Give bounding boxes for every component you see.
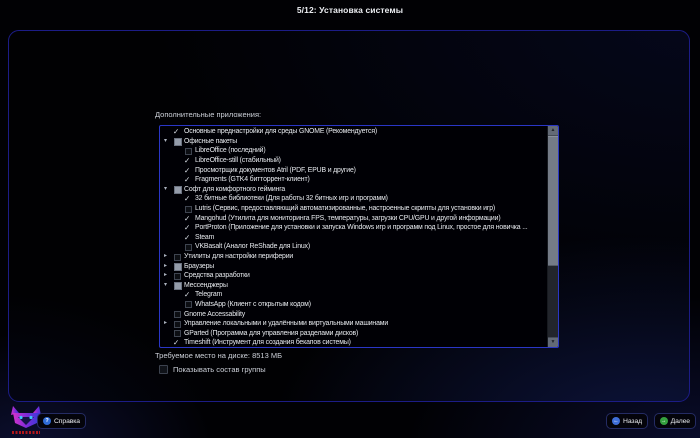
expander-expanded-icon[interactable]: ▾ (164, 137, 168, 144)
item-checkbox-checked[interactable]: ✓ (184, 175, 191, 185)
tree-item-label: LibreOffice (последний) (195, 147, 266, 155)
required-disk-space-label: Требуемое место на диске: 8513 МБ (155, 351, 283, 360)
tree-item[interactable] (160, 319, 547, 329)
item-checkbox-partial[interactable] (173, 262, 184, 271)
tree-item-label: Управление локальными и удалёнными виртуальными машинами (184, 320, 389, 328)
expander-expanded-icon[interactable]: ▾ (164, 281, 168, 288)
expander-expanded-icon[interactable]: ▾ (164, 185, 168, 192)
additional-apps-label: Дополнительные приложения: (155, 110, 262, 119)
item-checkbox-partial[interactable] (173, 137, 184, 146)
tree-item-label: PortProton (Приложение для установки и запуска Windows игр и программ под Linux, простое для новичка ... (195, 224, 528, 232)
next-button[interactable] (654, 413, 696, 429)
scroll-up-icon[interactable]: ▲ (548, 126, 558, 136)
item-checkbox-unchecked[interactable] (184, 146, 195, 155)
tree-item[interactable] (160, 328, 547, 338)
tree-item[interactable] (160, 271, 547, 281)
item-checkbox-checked[interactable]: ✓ (184, 156, 191, 166)
help-button[interactable] (37, 413, 86, 429)
tree-item-label: Мессенджеры (184, 281, 228, 289)
item-checkbox-checked[interactable]: ✓ (184, 213, 191, 223)
item-checkbox-checked[interactable]: ✓ (184, 165, 191, 175)
item-checkbox-unchecked[interactable] (173, 271, 184, 280)
tree-item-label: Основные преднастройки для среды GNOME (Рекомендуется) (184, 128, 378, 136)
tree-item-label: VKBasalt (Аналог ReShade для Linux) (195, 243, 310, 251)
item-checkbox-partial[interactable] (173, 281, 184, 290)
expander-collapsed-icon[interactable]: ▸ (164, 262, 168, 269)
tree-item[interactable] (160, 309, 547, 319)
item-checkbox-checked[interactable]: ✓ (184, 223, 191, 233)
tree-item[interactable] (160, 175, 547, 185)
tree-item[interactable] (160, 165, 547, 175)
logo-wordmark (12, 431, 40, 434)
installer-content-panel (8, 30, 690, 402)
expander-collapsed-icon[interactable]: ▸ (164, 272, 168, 279)
footer-bar (0, 402, 700, 438)
tree-item[interactable] (160, 261, 547, 271)
tree-item[interactable] (160, 290, 547, 300)
tree-item-label: Mangohud (Утилита для мониторинга FPS, температуры, загрузки CPU/GPU и другой информации) (195, 214, 501, 222)
back-button[interactable] (606, 413, 648, 429)
item-checkbox-unchecked[interactable] (173, 319, 184, 328)
scroll-down-icon[interactable]: ▼ (548, 337, 558, 347)
arrow-right-icon: → (660, 418, 667, 424)
item-checkbox-checked[interactable]: ✓ (184, 290, 191, 300)
page-title: 5/12: Установка системы (296, 5, 404, 15)
expander-collapsed-icon[interactable]: ▸ (164, 253, 168, 260)
tree-item-label: LibreOffice-still (стабильный) (195, 157, 281, 165)
item-checkbox-checked[interactable]: ✓ (184, 194, 191, 204)
arrow-left-icon: ← (613, 418, 619, 424)
scrollbar-thumb[interactable] (548, 136, 558, 266)
tree-item-label: Telegram (195, 291, 223, 299)
tree-item[interactable] (160, 185, 547, 195)
tree-item-label: Браузеры (184, 262, 215, 270)
item-checkbox-unchecked[interactable] (173, 329, 184, 338)
back-button-label: Назад (623, 417, 642, 425)
tree-item-label: Средства разработки (184, 272, 250, 280)
tree-item-label: Fragments (GTK4 битторрент-клиент) (195, 176, 310, 184)
tree-item-label: Офисные пакеты (184, 137, 238, 145)
show-group-checkbox[interactable] (159, 365, 168, 374)
tree-scrollbar[interactable] (547, 126, 558, 347)
tree-item-label: Просмотрщик документов Atril (PDF, EPUB и другие) (195, 166, 356, 174)
tree-item-label: Lutris (Сервис, предоставляющий автоматизированные, настроенные скрипты для установки игр) (195, 205, 496, 213)
item-checkbox-checked[interactable]: ✓ (173, 127, 180, 137)
tree-item[interactable] (160, 213, 547, 223)
tree-item[interactable] (160, 156, 547, 166)
tree-item-label: 32 битные библиотеки (Для работы 32 битных игр и программ) (195, 195, 388, 203)
tree-item-label: Софт для комфортного гейминга (184, 185, 286, 193)
tree-item[interactable] (160, 242, 547, 252)
item-checkbox-unchecked[interactable] (173, 252, 184, 261)
show-group-label: Показывать состав группы (173, 365, 266, 374)
item-checkbox-unchecked[interactable] (173, 310, 184, 319)
tree-item[interactable] (160, 127, 547, 137)
tree-item[interactable] (160, 204, 547, 214)
tree-item[interactable] (160, 338, 547, 347)
tree-item[interactable] (160, 300, 547, 310)
tree-item[interactable] (160, 233, 547, 243)
item-checkbox-unchecked[interactable] (184, 300, 195, 309)
question-icon: ? (43, 417, 51, 425)
tree-item[interactable] (160, 194, 547, 204)
help-button-label: Справка (54, 417, 80, 425)
tree-item[interactable] (160, 146, 547, 156)
item-checkbox-unchecked[interactable] (184, 204, 195, 213)
tree-item-label: Gnome Accessability (184, 310, 246, 318)
apps-tree[interactable] (159, 125, 559, 348)
tree-item-label: Steam (195, 233, 215, 241)
tree-item[interactable] (160, 252, 547, 262)
show-group-contents-row[interactable] (159, 365, 266, 374)
tree-item-label: Timeshift (Инструмент для создания бекапов системы) (184, 339, 351, 347)
tree-item-label: WhatsApp (Клиент с открытым кодом) (195, 300, 311, 308)
tree-item-label: Утилиты для настройки периферии (184, 253, 294, 261)
expander-collapsed-icon[interactable]: ▸ (164, 320, 168, 327)
tree-item-label: GParted (Программа для управления разделами дисков) (184, 329, 359, 337)
next-button-label: Далее (670, 417, 690, 425)
item-checkbox-unchecked[interactable] (184, 242, 195, 251)
tree-item[interactable] (160, 223, 547, 233)
tree-item[interactable] (160, 281, 547, 291)
item-checkbox-checked[interactable]: ✓ (184, 232, 191, 242)
item-checkbox-partial[interactable] (173, 185, 184, 194)
apps-tree-rows (160, 127, 547, 347)
item-checkbox-checked[interactable]: ✓ (173, 338, 180, 347)
tree-item[interactable] (160, 137, 547, 147)
